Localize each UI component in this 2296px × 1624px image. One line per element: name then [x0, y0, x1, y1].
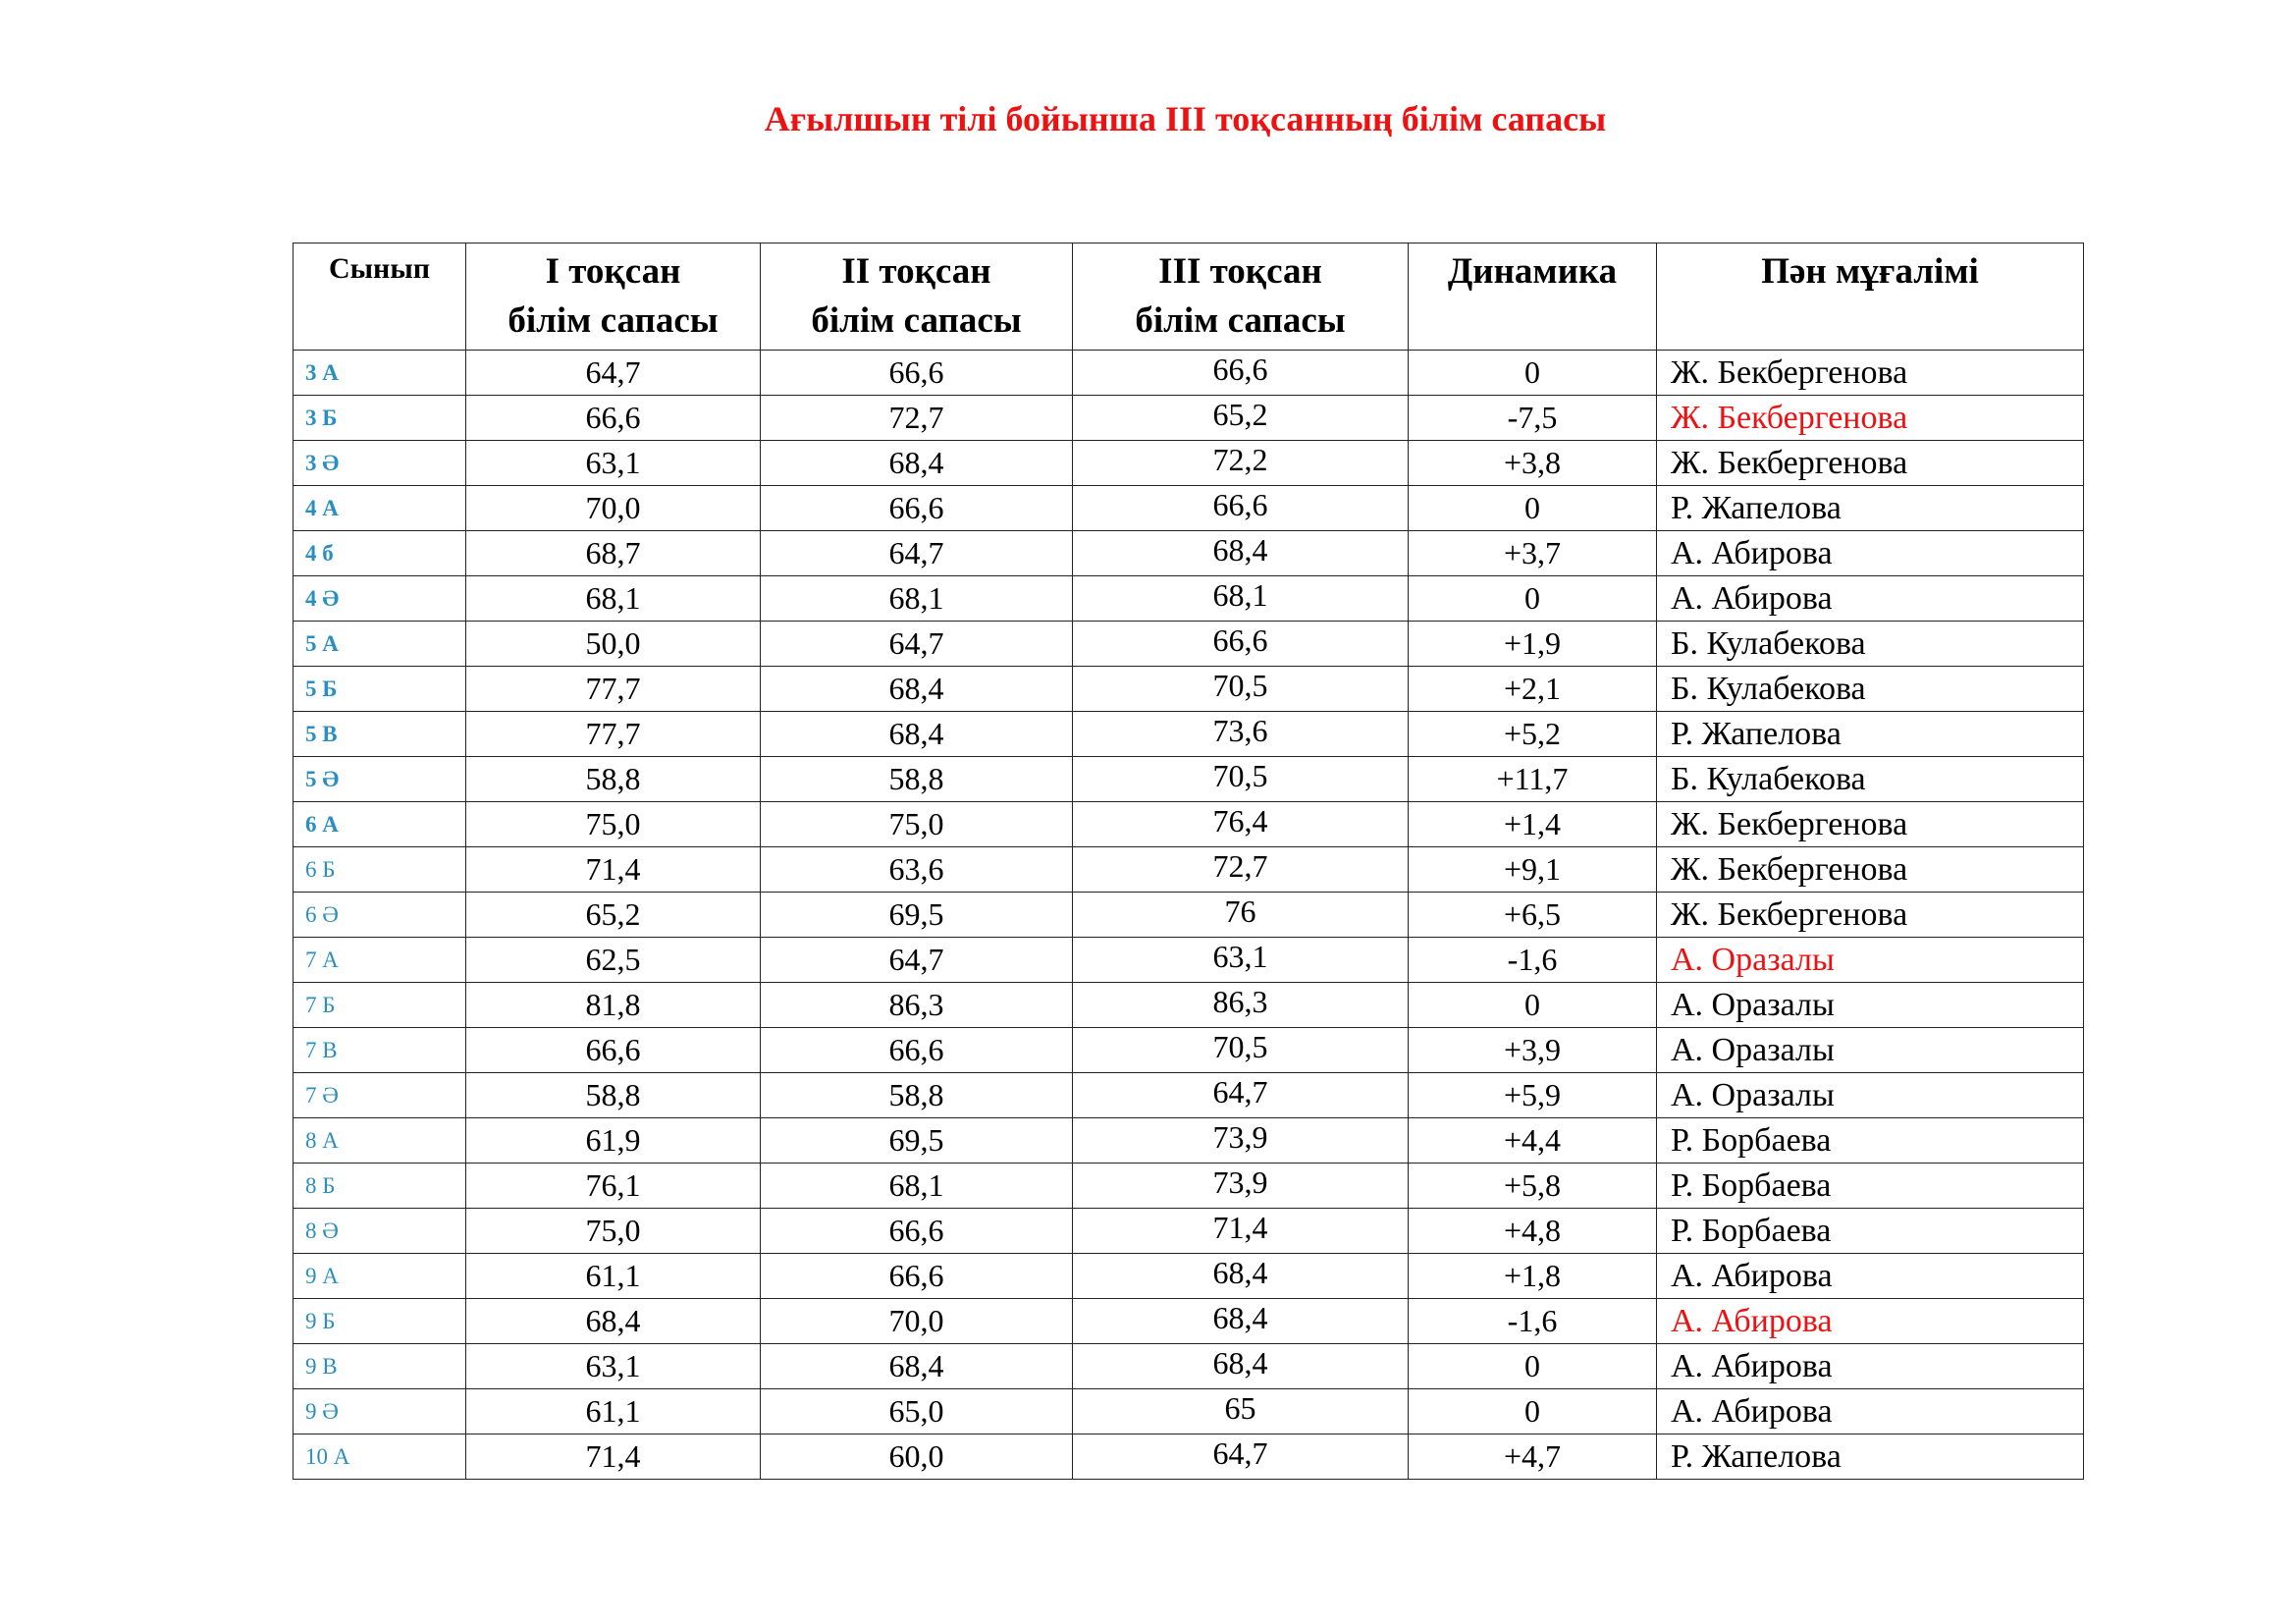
header-q3: [1073, 244, 1409, 351]
dynamics-cell: 0: [1409, 486, 1657, 531]
q1-cell: 61,1: [466, 1254, 761, 1299]
teacher-cell: А. Абирова: [1657, 1344, 2084, 1389]
q2-cell: 68,4: [761, 712, 1073, 757]
q3-cell: 65,2: [1073, 396, 1409, 441]
teacher-cell: Р. Жапелова: [1657, 486, 2084, 531]
header-q3-line1: ІІІ тоқсан: [1158, 251, 1322, 292]
dynamics-cell: +3,8: [1409, 441, 1657, 486]
class-cell: 9 А: [294, 1254, 466, 1299]
teacher-cell: А. Абирова: [1657, 1254, 2084, 1299]
q1-cell: 68,7: [466, 531, 761, 576]
q2-cell: 69,5: [761, 1118, 1073, 1164]
table-row: [294, 1118, 2084, 1164]
table-row: [294, 486, 2084, 531]
teacher-cell: Р. Жапелова: [1657, 1435, 2084, 1480]
class-cell: 4 б: [294, 531, 466, 576]
q1-cell: 58,8: [466, 1073, 761, 1118]
teacher-cell: А. Абирова: [1657, 576, 2084, 622]
q2-cell: 68,4: [761, 1344, 1073, 1389]
q2-cell: 75,0: [761, 802, 1073, 847]
header-q3-line2: білім сапасы: [1135, 300, 1346, 341]
dynamics-cell: 0: [1409, 1344, 1657, 1389]
q1-cell: 58,8: [466, 757, 761, 802]
teacher-cell: А. Оразалы: [1657, 1028, 2084, 1073]
q1-cell: 71,4: [466, 847, 761, 893]
q1-cell: 68,1: [466, 576, 761, 622]
q3-cell: 73,6: [1073, 712, 1409, 757]
q1-cell: 66,6: [466, 396, 761, 441]
class-cell: 4 А: [294, 486, 466, 531]
class-cell: 6 Б: [294, 847, 466, 893]
teacher-cell: А. Оразалы: [1657, 983, 2084, 1028]
dynamics-cell: +9,1: [1409, 847, 1657, 893]
class-cell: 5 В: [294, 712, 466, 757]
q2-cell: 72,7: [761, 396, 1073, 441]
q1-cell: 50,0: [466, 622, 761, 667]
q2-cell: 64,7: [761, 938, 1073, 983]
q1-cell: 61,1: [466, 1389, 761, 1435]
teacher-cell: Р. Жапелова: [1657, 712, 2084, 757]
table-row: [294, 1299, 2084, 1344]
q3-cell: 66,6: [1073, 486, 1409, 531]
q3-cell: 76: [1073, 893, 1409, 938]
q2-cell: 68,4: [761, 667, 1073, 712]
table-row: [294, 757, 2084, 802]
class-cell: 4 Ә: [294, 576, 466, 622]
dynamics-cell: -1,6: [1409, 938, 1657, 983]
teacher-cell: Р. Борбаева: [1657, 1164, 2084, 1209]
header-q1: [466, 244, 761, 351]
teacher-cell: А. Абирова: [1657, 531, 2084, 576]
class-cell: 9 Ә: [294, 1389, 466, 1435]
q3-cell: 65: [1073, 1389, 1409, 1435]
q3-cell: 66,6: [1073, 622, 1409, 667]
q2-cell: 60,0: [761, 1435, 1073, 1480]
header-teacher: [1657, 244, 2084, 351]
q1-cell: 77,7: [466, 712, 761, 757]
teacher-cell: А. Оразалы: [1657, 1073, 2084, 1118]
q2-cell: 63,6: [761, 847, 1073, 893]
dynamics-cell: +3,9: [1409, 1028, 1657, 1073]
q3-cell: 72,7: [1073, 847, 1409, 893]
q2-cell: 65,0: [761, 1389, 1073, 1435]
q2-cell: 68,1: [761, 576, 1073, 622]
dynamics-cell: +5,8: [1409, 1164, 1657, 1209]
table-row: [294, 1435, 2084, 1480]
q3-cell: 64,7: [1073, 1435, 1409, 1480]
q2-cell: 66,6: [761, 351, 1073, 396]
q3-cell: 68,1: [1073, 576, 1409, 622]
header-q2-line2: білім сапасы: [811, 300, 1022, 341]
header-q1-line2: білім сапасы: [507, 300, 719, 341]
table-row: [294, 441, 2084, 486]
table-row: [294, 1254, 2084, 1299]
dynamics-cell: +4,4: [1409, 1118, 1657, 1164]
q2-cell: 58,8: [761, 757, 1073, 802]
teacher-cell: Б. Кулабекова: [1657, 667, 2084, 712]
q1-cell: 70,0: [466, 486, 761, 531]
dynamics-cell: 0: [1409, 983, 1657, 1028]
q3-cell: 68,4: [1073, 1299, 1409, 1344]
teacher-cell: Р. Борбаева: [1657, 1209, 2084, 1254]
dynamics-cell: 0: [1409, 351, 1657, 396]
header-dynamics-label: Динамика: [1447, 251, 1618, 292]
q3-cell: 64,7: [1073, 1073, 1409, 1118]
q3-cell: 68,4: [1073, 1254, 1409, 1299]
q2-cell: 66,6: [761, 486, 1073, 531]
class-cell: 5 Б: [294, 667, 466, 712]
header-q2-line1: ІІ тоқсан: [841, 251, 991, 292]
q2-cell: 86,3: [761, 983, 1073, 1028]
class-cell: 10 А: [294, 1435, 466, 1480]
dynamics-cell: 0: [1409, 1389, 1657, 1435]
q1-cell: 71,4: [466, 1435, 761, 1480]
teacher-cell: Ж. Бекбергенова: [1657, 351, 2084, 396]
table-row: [294, 531, 2084, 576]
q2-cell: 70,0: [761, 1299, 1073, 1344]
q1-cell: 75,0: [466, 802, 761, 847]
q3-cell: 68,4: [1073, 1344, 1409, 1389]
table-row: [294, 1389, 2084, 1435]
quality-table: [293, 243, 2084, 1480]
table-row: [294, 893, 2084, 938]
q1-cell: 76,1: [466, 1164, 761, 1209]
teacher-cell: Б. Кулабекова: [1657, 757, 2084, 802]
q1-cell: 63,1: [466, 1344, 761, 1389]
q1-cell: 61,9: [466, 1118, 761, 1164]
q2-cell: 64,7: [761, 531, 1073, 576]
teacher-cell: А. Абирова: [1657, 1299, 2084, 1344]
table-row: [294, 1344, 2084, 1389]
q3-cell: 70,5: [1073, 667, 1409, 712]
q3-cell: 63,1: [1073, 938, 1409, 983]
q3-cell: 73,9: [1073, 1118, 1409, 1164]
dynamics-cell: +5,2: [1409, 712, 1657, 757]
table-row: [294, 1073, 2084, 1118]
class-cell: 6 А: [294, 802, 466, 847]
dynamics-cell: -1,6: [1409, 1299, 1657, 1344]
q2-cell: 66,6: [761, 1209, 1073, 1254]
dynamics-cell: +4,8: [1409, 1209, 1657, 1254]
teacher-cell: А. Оразалы: [1657, 938, 2084, 983]
q1-cell: 63,1: [466, 441, 761, 486]
header-q1-line1: І тоқсан: [545, 251, 681, 292]
teacher-cell: Р. Борбаева: [1657, 1118, 2084, 1164]
dynamics-cell: +4,7: [1409, 1435, 1657, 1480]
q3-cell: 76,4: [1073, 802, 1409, 847]
table-row: [294, 622, 2084, 667]
q1-cell: 77,7: [466, 667, 761, 712]
class-cell: 6 Ә: [294, 893, 466, 938]
table-row: [294, 938, 2084, 983]
table-row: [294, 802, 2084, 847]
q2-cell: 64,7: [761, 622, 1073, 667]
header-dynamics: [1409, 244, 1657, 351]
table-row: [294, 1164, 2084, 1209]
header-q2: [761, 244, 1073, 351]
class-cell: 3 Ә: [294, 441, 466, 486]
q2-cell: 66,6: [761, 1254, 1073, 1299]
q1-cell: 65,2: [466, 893, 761, 938]
table-row: [294, 712, 2084, 757]
table-body: [294, 351, 2084, 1480]
q3-cell: 72,2: [1073, 441, 1409, 486]
class-cell: 9 В: [294, 1344, 466, 1389]
dynamics-cell: 0: [1409, 576, 1657, 622]
teacher-cell: Б. Кулабекова: [1657, 622, 2084, 667]
dynamics-cell: +6,5: [1409, 893, 1657, 938]
class-cell: 7 Ә: [294, 1073, 466, 1118]
class-cell: 3 А: [294, 351, 466, 396]
q3-cell: 70,5: [1073, 1028, 1409, 1073]
q3-cell: 71,4: [1073, 1209, 1409, 1254]
header-class-label: Сынып: [328, 252, 431, 285]
class-cell: 7 Б: [294, 983, 466, 1028]
teacher-cell: Ж. Бекбергенова: [1657, 441, 2084, 486]
class-cell: 5 Ә: [294, 757, 466, 802]
teacher-cell: Ж. Бекбергенова: [1657, 802, 2084, 847]
dynamics-cell: -7,5: [1409, 396, 1657, 441]
q3-cell: 66,6: [1073, 351, 1409, 396]
table-row: [294, 983, 2084, 1028]
header-row: [294, 244, 2084, 351]
q3-cell: 86,3: [1073, 983, 1409, 1028]
q2-cell: 69,5: [761, 893, 1073, 938]
class-cell: 9 Б: [294, 1299, 466, 1344]
class-cell: 7 В: [294, 1028, 466, 1073]
class-cell: 8 А: [294, 1118, 466, 1164]
q1-cell: 66,6: [466, 1028, 761, 1073]
teacher-cell: Ж. Бекбергенова: [1657, 847, 2084, 893]
dynamics-cell: +1,8: [1409, 1254, 1657, 1299]
class-cell: 8 Ә: [294, 1209, 466, 1254]
q3-cell: 73,9: [1073, 1164, 1409, 1209]
class-cell: 7 А: [294, 938, 466, 983]
q2-cell: 66,6: [761, 1028, 1073, 1073]
table-row: [294, 667, 2084, 712]
table-row: [294, 1209, 2084, 1254]
dynamics-cell: +3,7: [1409, 531, 1657, 576]
q1-cell: 64,7: [466, 351, 761, 396]
class-cell: 3 Б: [294, 396, 466, 441]
dynamics-cell: +1,9: [1409, 622, 1657, 667]
dynamics-cell: +5,9: [1409, 1073, 1657, 1118]
q1-cell: 68,4: [466, 1299, 761, 1344]
teacher-cell: Ж. Бекбергенова: [1657, 396, 2084, 441]
table-row: [294, 847, 2084, 893]
header-teacher-label: Пән мұғалімі: [1761, 251, 1979, 292]
header-class: [294, 244, 466, 351]
dynamics-cell: +2,1: [1409, 667, 1657, 712]
q2-cell: 68,1: [761, 1164, 1073, 1209]
q2-cell: 68,4: [761, 441, 1073, 486]
dynamics-cell: +1,4: [1409, 802, 1657, 847]
q3-cell: 68,4: [1073, 531, 1409, 576]
q1-cell: 75,0: [466, 1209, 761, 1254]
dynamics-cell: +11,7: [1409, 757, 1657, 802]
table-row: [294, 351, 2084, 396]
q1-cell: 81,8: [466, 983, 761, 1028]
q3-cell: 70,5: [1073, 757, 1409, 802]
q1-cell: 62,5: [466, 938, 761, 983]
class-cell: 5 А: [294, 622, 466, 667]
teacher-cell: Ж. Бекбергенова: [1657, 893, 2084, 938]
class-cell: 8 Б: [294, 1164, 466, 1209]
table-row: [294, 576, 2084, 622]
table-row: [294, 1028, 2084, 1073]
q2-cell: 58,8: [761, 1073, 1073, 1118]
teacher-cell: А. Абирова: [1657, 1389, 2084, 1435]
table-row: [294, 396, 2084, 441]
page-title: Ағылшын тілі бойынша ІІІ тоқсанның білім сапасы: [764, 99, 1607, 138]
